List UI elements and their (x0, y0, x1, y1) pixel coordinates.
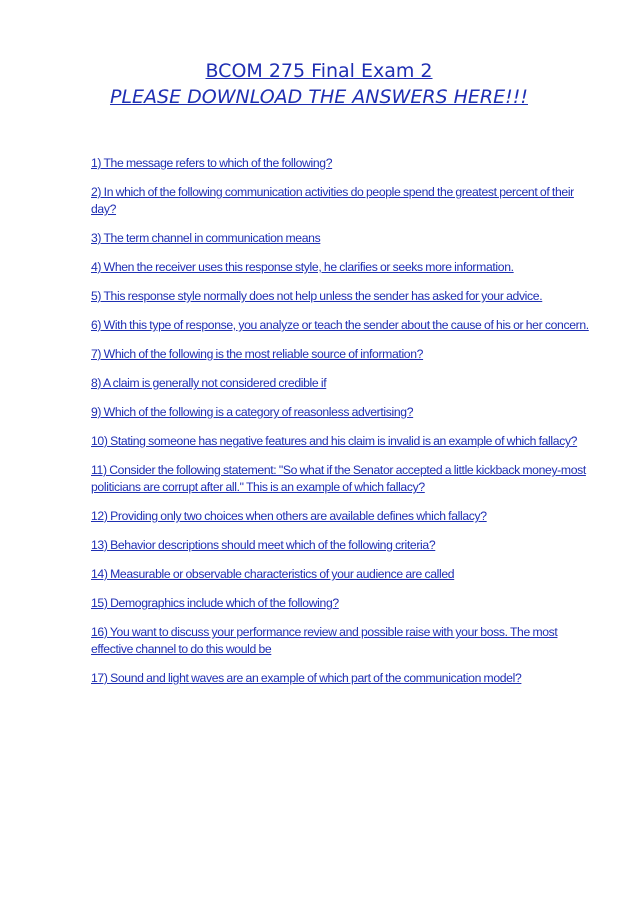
question-link[interactable]: 5) This response style normally does not help unless the sender has asked for your advice. (91, 289, 543, 303)
question-item (91, 184, 599, 218)
title-block (0, 58, 638, 110)
question-item (91, 230, 599, 247)
question-link[interactable]: 9) Which of the following is a category of reasonless advertising? (91, 405, 414, 419)
question-item (91, 670, 599, 687)
question-link[interactable]: 2) In which of the following communication activities do people spend the greatest percent of their day? (91, 185, 574, 216)
question-link[interactable]: 15) Demographics include which of the following? (91, 596, 339, 610)
question-item (91, 259, 599, 276)
question-item (91, 317, 599, 334)
question-item (91, 404, 599, 421)
question-item (91, 462, 599, 496)
question-item (91, 566, 599, 583)
question-item (91, 346, 599, 363)
question-item (91, 155, 599, 172)
question-item (91, 288, 599, 305)
question-link[interactable]: 12) Providing only two choices when others are available defines which fallacy? (91, 509, 487, 523)
question-link[interactable]: 13) Behavior descriptions should meet which of the following criteria? (91, 538, 436, 552)
question-item (91, 595, 599, 612)
question-link[interactable]: 7) Which of the following is the most reliable source of information? (91, 347, 424, 361)
question-item (91, 537, 599, 554)
question-link[interactable]: 6) With this type of response, you analyze or teach the sender about the cause of his or her concern. (91, 318, 589, 332)
document-title-link[interactable]: BCOM 275 Final Exam 2 (205, 60, 433, 82)
question-link[interactable]: 10) Stating someone has negative features and his claim is invalid is an example of which fallacy? (91, 434, 578, 448)
question-item (91, 508, 599, 525)
question-link[interactable]: 8) A claim is generally not considered credible if (91, 376, 327, 390)
question-item (91, 433, 599, 450)
question-item (91, 624, 599, 658)
question-item (91, 375, 599, 392)
question-link[interactable]: 16) You want to discuss your performance review and possible raise with your boss. The most effective channel to do this would be (91, 625, 558, 656)
question-link[interactable]: 4) When the receiver uses this response style, he clarifies or seeks more information. (91, 260, 514, 274)
question-link[interactable]: 17) Sound and light waves are an example of which part of the communication model? (91, 671, 522, 685)
question-link[interactable]: 3) The term channel in communication means (91, 231, 321, 245)
question-list (91, 155, 599, 699)
question-link[interactable]: 14) Measurable or observable characteristics of your audience are called (91, 567, 455, 581)
download-answers-link[interactable]: PLEASE DOWNLOAD THE ANSWERS HERE!!! (109, 86, 528, 108)
question-link[interactable]: 1) The message refers to which of the following? (91, 156, 333, 170)
question-link[interactable]: 11) Consider the following statement: "So what if the Senator accepted a little kickback money-most politicians are corrupt after all." This is an example of which fallacy? (91, 463, 586, 494)
